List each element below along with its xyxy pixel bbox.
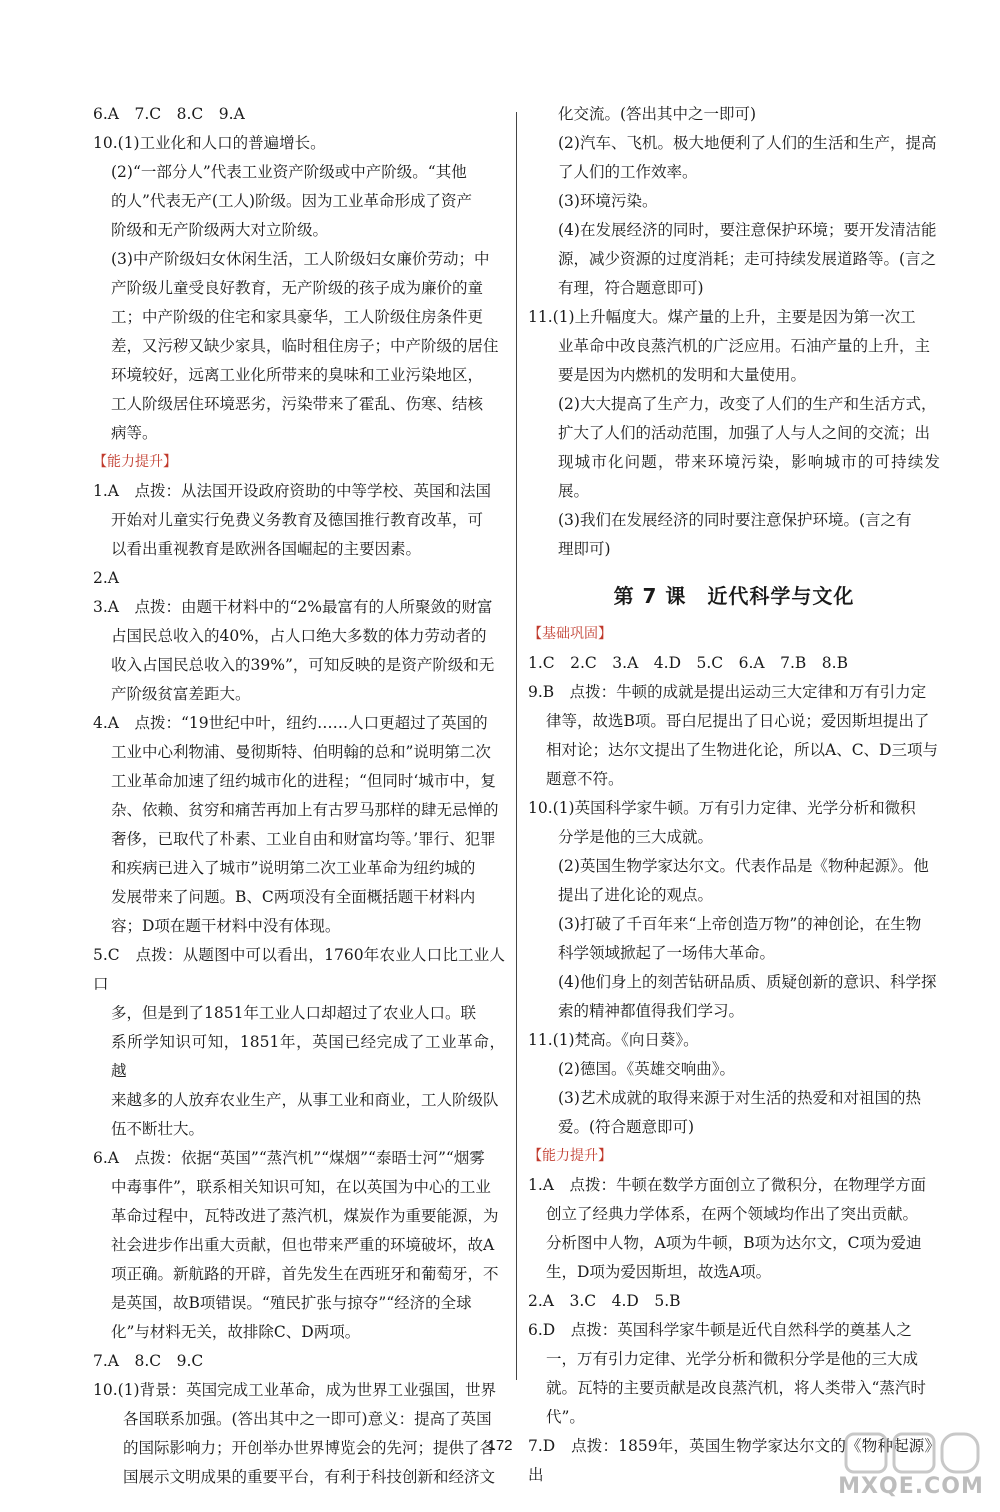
answer-line: 7.A 8.C 9.C: [93, 1352, 204, 1370]
right-bottom-answers: [528, 620, 940, 1490]
answer-line: 阶级和无产阶级两大对立阶级。: [111, 221, 329, 239]
answer-line: 2.A: [93, 569, 119, 587]
answer-line: 要是因为内燃机的发明和大量使用。: [558, 366, 807, 384]
answer-line: 源，减少资源的过度消耗；走可持续发展道路等。(言之: [558, 250, 937, 268]
right-column: [528, 100, 940, 1490]
answer-line: 爱。(符合题意即可): [558, 1118, 695, 1136]
answer-line: 杂、依赖、贫穷和痛苦再加上有古罗马那样的肆无忌惮的: [111, 801, 499, 819]
answer-line: 索的精神都值得我们学习。: [558, 1002, 745, 1020]
right-top-answers: [528, 100, 940, 564]
answer-line: 的人”代表无产(工人)阶级。因为工业革命形成了资产: [111, 192, 473, 210]
answer-line: 产阶级贫富差距大。: [111, 685, 251, 703]
answer-line: 革命过程中，瓦特改进了蒸汽机，煤炭作为重要能源，为: [111, 1207, 499, 1225]
answer-line: (2)“一部分人”代表工业资产阶级或中产阶级。“其他: [111, 163, 467, 181]
answer-line: 开始对儿童实行免费义务教育及德国推行教育改革，可: [111, 511, 484, 529]
answer-line: 的国际影响力；开创举办世界博览会的先河；提供了各: [123, 1439, 496, 1457]
answer-line: 1.A 点拨：牛顿在数学方面创立了微积分，在物理学方面: [528, 1176, 926, 1194]
answer-line: 多，但是到了1851年工业人口却超过了农业人口。联: [111, 1004, 476, 1022]
answer-line: 1.C 2.C 3.A 4.D 5.C 6.A 7.B 8.B: [528, 654, 848, 672]
answer-line: 题意不符。: [546, 770, 624, 788]
answer-line: 创立了经典力学体系，在两个领域均作出了突出贡献。: [546, 1205, 919, 1223]
answer-line: 扩大了人们的活动范围，加强了人与人之间的交流；出: [558, 424, 931, 442]
watermark-icon: [836, 1428, 986, 1478]
page-number: 172: [487, 1437, 513, 1454]
answer-line: 就。瓦特的主要贡献是改良蒸汽机，将人类带入“蒸汽时: [546, 1379, 926, 1397]
left-column: [93, 100, 505, 1492]
answer-line: 科学领域掀起了一场伟大革命。: [558, 944, 776, 962]
answer-line: 现城市化问题，带来环境污染，影响城市的可持续发展。: [558, 453, 940, 500]
answer-line: (4)在发展经济的同时，要注意保护环境；要开发清洁能: [558, 221, 937, 239]
answer-line: 10.(1)英国科学家牛顿。万有引力定律、光学分析和微积: [528, 799, 916, 817]
answer-line: 产阶级儿童受良好教育，无产阶级的孩子成为廉价的童: [111, 279, 484, 297]
answer-line: 10.(1)工业化和人口的普遍增长。: [93, 134, 326, 152]
answer-line: 系所学知识可知，1851年，英国已经完成了工业革命，越: [111, 1033, 505, 1080]
answer-line: 容；D项在题干材料中没有体现。: [111, 917, 341, 935]
column-divider: [516, 112, 517, 1380]
watermark-text: MXQE.COM: [838, 1474, 984, 1499]
answer-line: 国展示文明成果的重要平台，有利于科技创新和经济文: [123, 1468, 496, 1486]
answer-line: 分学是他的三大成就。: [558, 828, 714, 846]
section-heading: 【能力提升】: [528, 1148, 612, 1164]
answer-line: 化交流。(答出其中之一即可): [558, 105, 757, 123]
answer-line: 工；中产阶级的住宅和家具豪华，工人阶级住房条件更: [111, 308, 484, 326]
answer-line: 生，D项为爱因斯坦，故选A项。: [546, 1263, 772, 1281]
answer-line: 收入占国民总收入的39%”，可知反映的是资产阶级和无: [111, 656, 495, 674]
answer-line: 4.A 点拨：“19世纪中叶，纽约……人口更超过了英国的: [93, 714, 488, 732]
answer-line: 相对论；达尔文提出了生物进化论，所以A、C、D三项与: [546, 741, 938, 759]
answer-line: 和疾病已进入了城市”说明第二次工业革命为纽约城的: [111, 859, 476, 877]
answer-line: 律等，故选B项。哥白尼提出了日心说；爱因斯坦提出了: [546, 712, 930, 730]
answer-line: 各国联系加强。(答出其中之一即可)意义：提高了英国: [123, 1410, 492, 1428]
answer-line: (2)汽车、飞机。极大地便利了人们的生活和生产，提高: [558, 134, 937, 152]
answer-line: (4)他们身上的刻苦钻研品质、质疑创新的意识、科学探: [558, 973, 937, 991]
answer-line: 伍不断壮大。: [111, 1120, 205, 1138]
answer-line: 5.C 点拨：从题图中可以看出，1760年农业人口比工业人口: [93, 946, 505, 993]
answer-line: 6.A 点拨：依据“英国”“蒸汽机”“煤烟”“泰晤士河”“烟雾: [93, 1149, 485, 1167]
answer-line: 化”与材料无关，故排除C、D两项。: [111, 1323, 361, 1341]
answer-line: 中毒事件”，联系相关知识可知，在以英国为中心的工业: [111, 1178, 491, 1196]
answer-line: 一，万有引力定律、光学分析和微积分学是他的三大成: [546, 1350, 919, 1368]
answer-line: (2)德国。《英雄交响曲》。: [558, 1060, 735, 1078]
section-heading: 【基础巩固】: [528, 626, 612, 642]
answer-line: 9.B 点拨：牛顿的成就是提出运动三大定律和万有引力定: [528, 683, 927, 701]
answer-line: 工业中心利物浦、曼彻斯特、伯明翰的总和”说明第二次: [111, 743, 491, 761]
answer-line: 发展带来了问题。B、C两项没有全面概括题干材料内: [111, 888, 476, 906]
answer-line: (3)环境污染。: [558, 192, 658, 210]
answer-line: (3)艺术成就的取得来源于对生活的热爱和对祖国的热: [558, 1089, 921, 1107]
section-heading: 【能力提升】: [93, 454, 177, 470]
answer-line: 11.(1)梵高。《向日葵》。: [528, 1031, 699, 1049]
answer-line: (3)我们在发展经济的同时要注意保护环境。(言之有: [558, 511, 912, 529]
answer-line: 了人们的工作效率。: [558, 163, 698, 181]
answer-line: 工业革命加速了纽约城市化的进程；“但同时‘城市中，复: [111, 772, 496, 790]
answer-line: 差，又污秽又缺少家具，临时租住房子；中产阶级的居住: [111, 337, 499, 355]
answer-line: (3)打破了千百年来“上帝创造万物”的神创论，在生物: [558, 915, 922, 933]
answer-line: 理即可): [558, 540, 611, 558]
watermark-logo: [836, 1428, 986, 1508]
answer-line: 11.(1)上升幅度大。煤产量的上升，主要是因为第一次工: [528, 308, 916, 326]
answer-line: 项正确。新航路的开辟，首先发生在西班牙和葡萄牙，不: [111, 1265, 499, 1283]
answer-line: 7.D 点拨：1859年，英国生物学家达尔文的《物种起源》出: [528, 1437, 940, 1484]
answer-line: 占国民总收入的40%，占人口绝大多数的体力劳动者的: [111, 627, 487, 645]
answer-line: 是英国，故B项错误。“殖民扩张与掠夺”“经济的全球: [111, 1294, 472, 1312]
answer-line: (3)中产阶级妇女休闲生活，工人阶级妇女廉价劳动；中: [111, 250, 490, 268]
answer-line: 10.(1)背景：英国完成工业革命，成为世界工业强国，世界: [93, 1381, 497, 1399]
answer-line: 6.A 7.C 8.C 9.A: [93, 105, 245, 123]
answer-line: 提出了进化论的观点。: [558, 886, 714, 904]
answer-line: 来越多的人放弃农业生产，从事工业和商业，工人阶级队: [111, 1091, 499, 1109]
answer-line: 代”。: [546, 1408, 585, 1426]
answer-line: 病等。: [111, 424, 158, 442]
answer-line: 分析图中人物，A项为牛顿，B项为达尔文，C项为爱迪: [546, 1234, 922, 1252]
answer-line: 环境较好，远离工业化所带来的臭味和工业污染地区，: [111, 366, 484, 384]
answer-line: 业革命中改良蒸汽机的广泛应用。石油产量的上升，主: [558, 337, 931, 355]
answer-line: 奢侈，已取代了朴素、工业自由和财富均等。’罪行、犯罪: [111, 830, 496, 848]
lesson-title: 第 7 课 近代科学与文化: [613, 584, 855, 608]
answer-line: 1.A 点拨：从法国开设政府资助的中等学校、英国和法国: [93, 482, 491, 500]
answer-line: (2)大大提高了生产力，改变了人们的生产和生活方式，: [558, 395, 937, 413]
answer-line: (2)英国生物学家达尔文。代表作品是《物种起源》。他: [558, 857, 929, 875]
answer-line: 2.A 3.C 4.D 5.B: [528, 1292, 681, 1310]
answer-line: 6.D 点拨：英国科学家牛顿是近代自然科学的奠基人之: [528, 1321, 912, 1339]
answer-line: 以看出重视教育是欧洲各国崛起的主要因素。: [111, 540, 422, 558]
answer-line: 有理，符合题意即可): [558, 279, 704, 297]
answer-line: 社会进步作出重大贡献，但也带来严重的环境破坏，故A: [111, 1236, 495, 1254]
answer-line: 工人阶级居住环境恶劣，污染带来了霍乱、伤寒、结核: [111, 395, 484, 413]
answer-line: 3.A 点拨：由题干材料中的“2%最富有的人所聚敛的财富: [93, 598, 493, 616]
